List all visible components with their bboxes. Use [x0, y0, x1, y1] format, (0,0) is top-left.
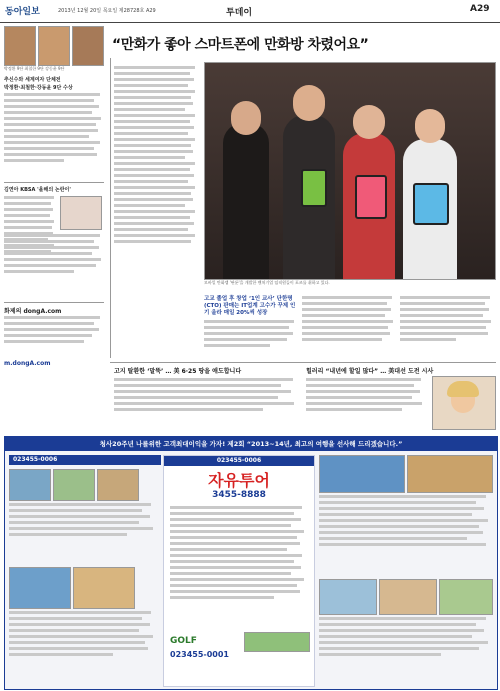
ad-banner: 청사20주년 나를위한 고객최대이익을 가자! 제2회 “2013~14년, 최고의 여행을 선사해 드리겠습니다.”	[5, 437, 497, 451]
hillary-photo	[432, 376, 496, 430]
left-headline-2: 박정환·최철한·강동윤 9단 수상	[4, 85, 73, 91]
page-header	[0, 0, 500, 23]
main-article-col2	[204, 320, 298, 360]
dongacom-list	[4, 316, 104, 360]
portrait-caption: 박정환 9단 최철한 9단 강동윤 9단	[4, 66, 65, 71]
left-article-1	[4, 93, 104, 183]
team-photo	[204, 62, 496, 280]
figure-skater-photo	[60, 196, 102, 230]
left-article-2b	[4, 234, 104, 294]
page-number: A29	[470, 4, 490, 14]
brand-phone: 3455-8888	[212, 490, 266, 500]
mid-article-left	[114, 378, 300, 430]
mid-headline-left: 고지 탈환한 ‘말뚝’ … 美 6·25 땅을 애도합니다	[114, 368, 242, 375]
issue-date: 2013년 12월 20일 목요일 제28728호 A29	[58, 8, 156, 14]
ad-right-column	[319, 455, 493, 685]
left-headline-3: 김연아 KBSA '올해의 논란이'	[4, 187, 71, 193]
ad-left-column	[9, 455, 157, 685]
golf-phone: 023455-0001	[170, 650, 229, 659]
mid-article-right	[306, 378, 426, 430]
brand-logo: 자유투어	[208, 471, 270, 490]
team-photo-caption: 모바일 만화앱 '판툰'을 개발한 벤처기업 임직원들이 포즈를 취하고 있다.	[204, 280, 330, 285]
mobile-url[interactable]: m.dongA.com	[4, 360, 51, 367]
subhead-1: 고교 졸업 후 창업 ‘1인 교사’ 단한명 (CTO) 판매는 IT업계 고수가 꾸제 인기 올라 매일 20%씩 성장	[204, 296, 296, 316]
main-article-col4	[400, 296, 494, 360]
main-article-col1	[114, 66, 198, 296]
golf-label: GOLF	[170, 636, 197, 646]
main-headline: “만화가 좋아 스마트폰에 만화방 차렸어요”	[112, 37, 369, 53]
newspaper-logo: 동아일보	[5, 7, 40, 17]
left-headline-1: 추신수와 세계여자 단체전	[4, 77, 61, 83]
ad-center-phone: 023455-0006	[164, 456, 314, 466]
section-title: 투데이	[226, 8, 253, 18]
main-article-col3	[302, 296, 396, 360]
mid-headline-right: 힐러리 “내년에 할일 많다” … 美대선 도전 시사	[306, 368, 434, 375]
ad-center-column	[163, 455, 315, 687]
ad-left-phone: 023455-0006	[9, 455, 161, 465]
ad-section	[4, 436, 498, 690]
dongacom-box-title: 화제의 dongA.com	[4, 308, 62, 315]
